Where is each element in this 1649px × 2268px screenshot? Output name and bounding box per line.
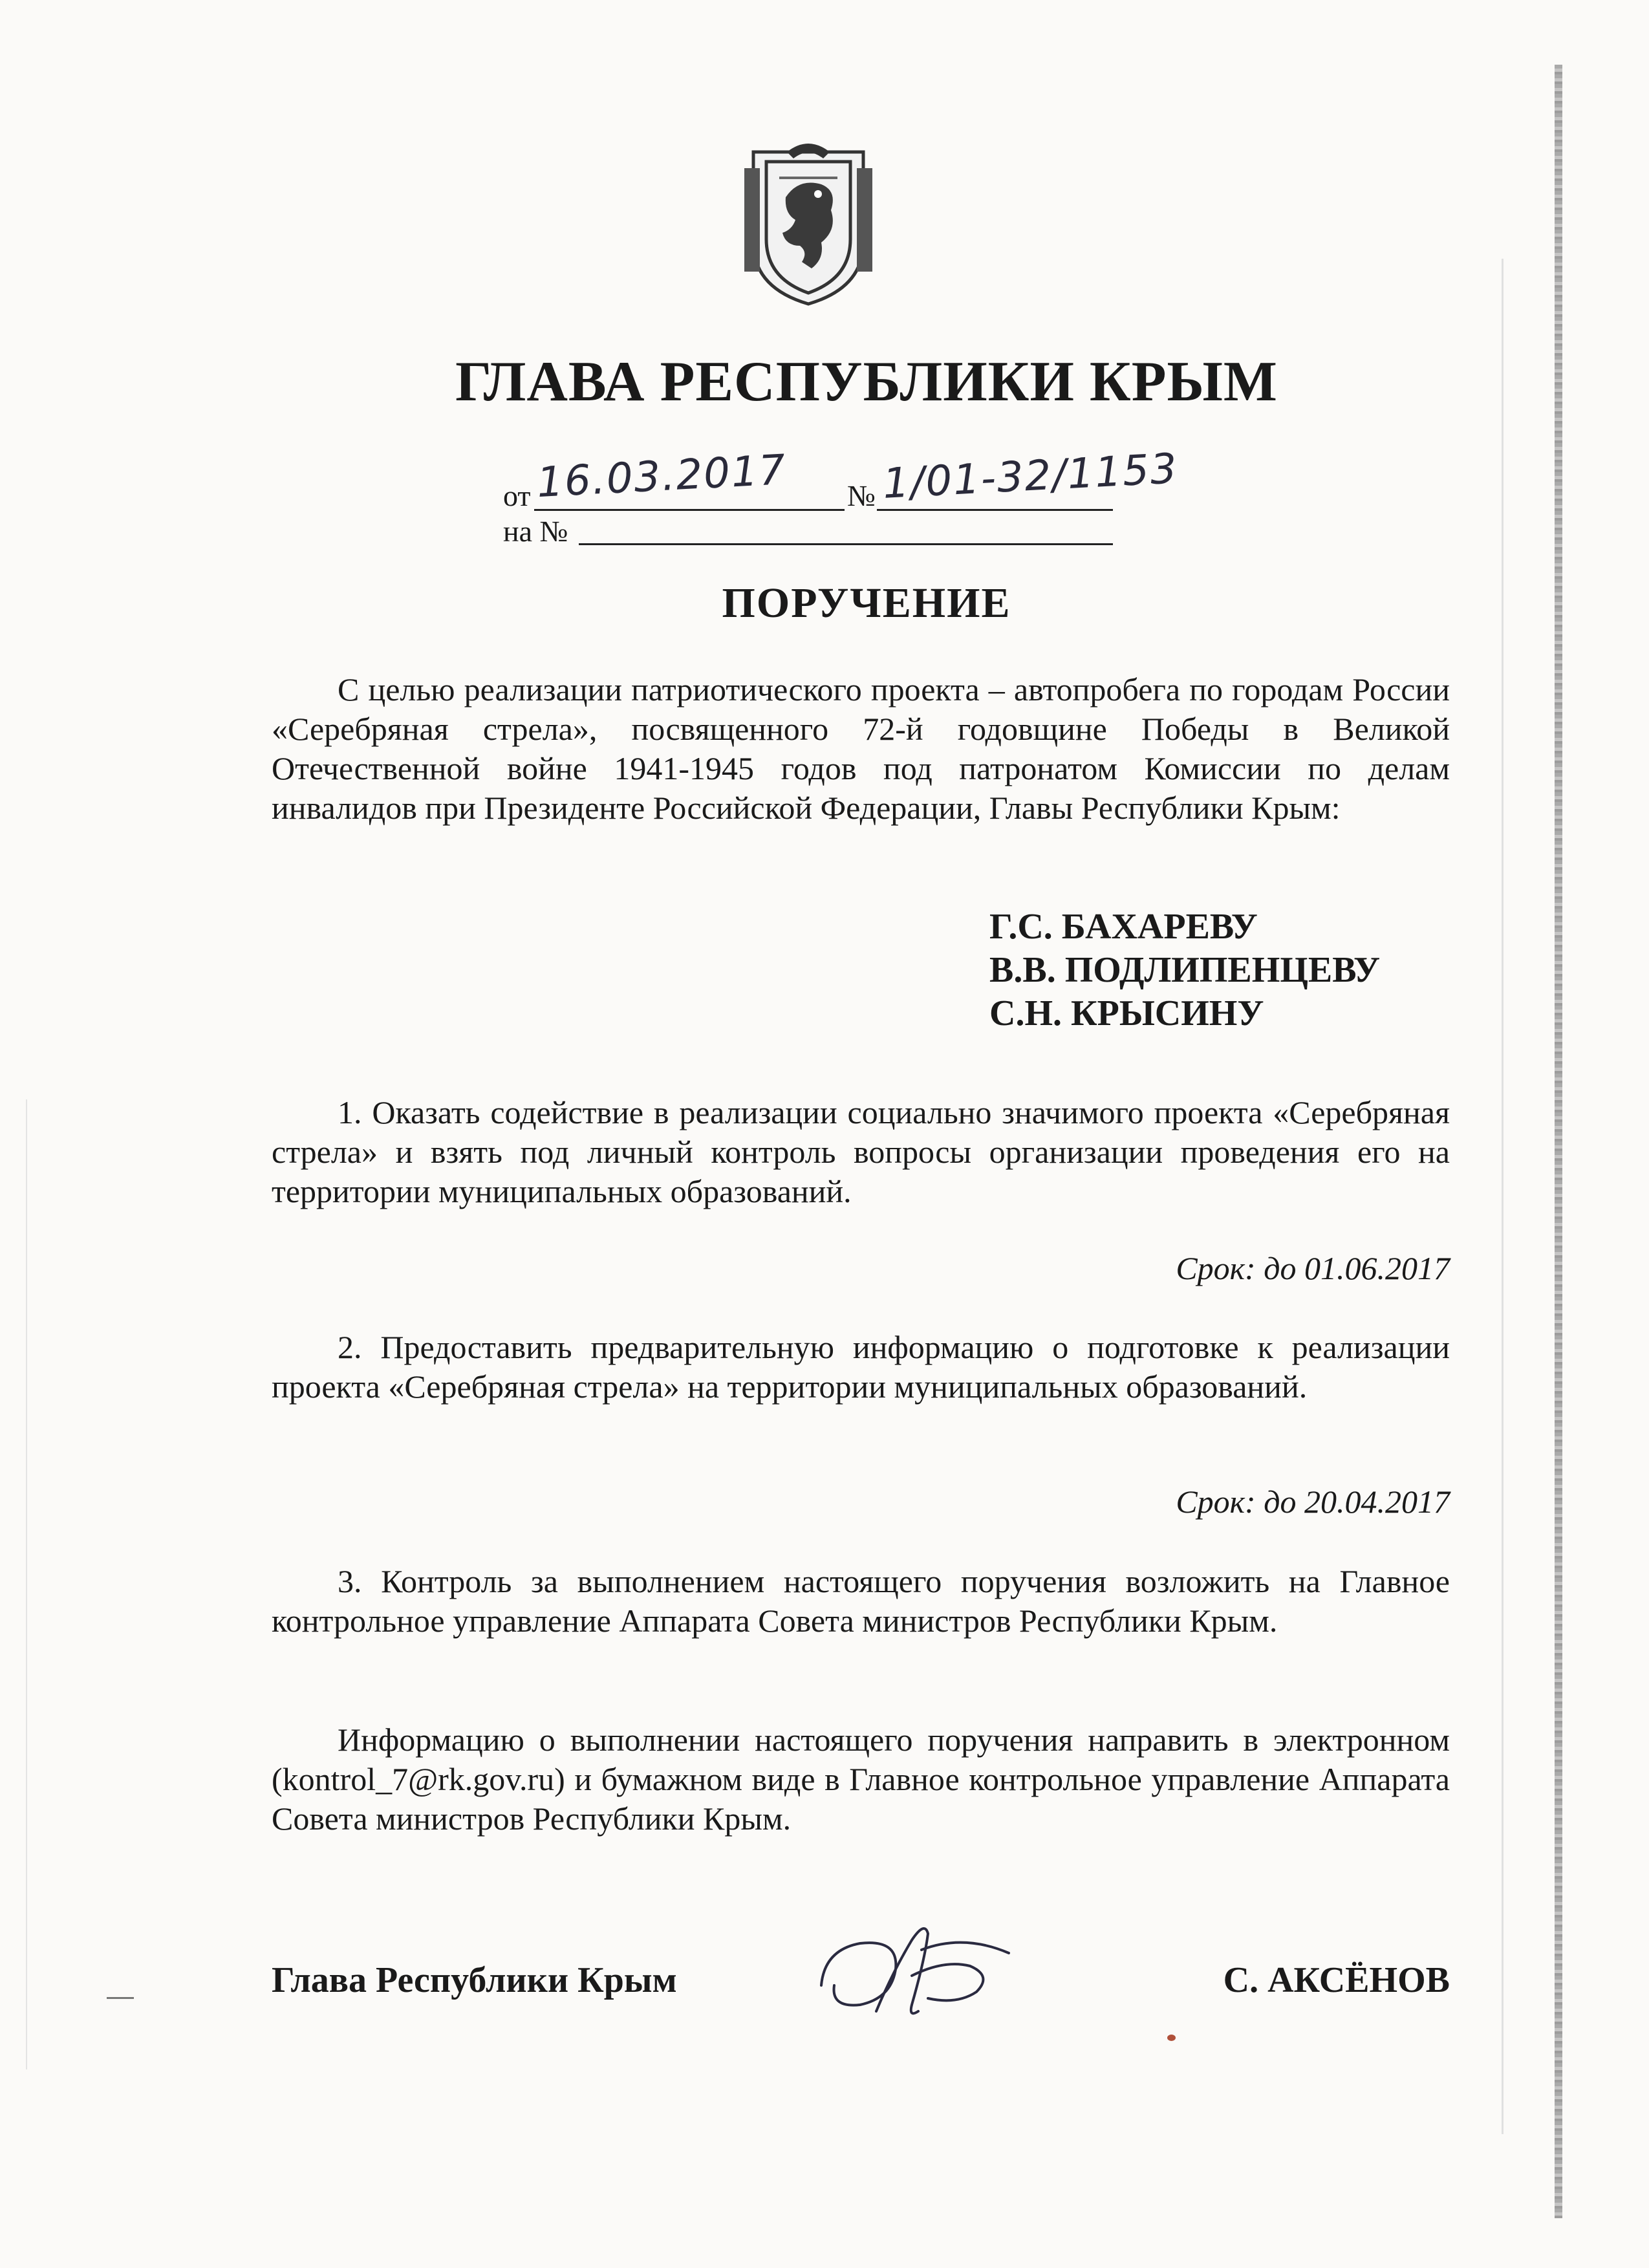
handwritten-signature [815, 1914, 1022, 2024]
date-underline [534, 509, 845, 511]
scan-shadow [1502, 259, 1503, 2134]
addressee: В.В. ПОДЛИПЕНЦЕВУ [989, 950, 1381, 990]
item-1-paragraph: 1. Оказать содействие в реализации социально значимого проекта «Серебряная стрела» и взять под личный контроль вопросы организации проведения его на территории муниципальных образований. [272, 1094, 1450, 1209]
number-underline [877, 509, 1113, 511]
signatory-position: Глава Республики Крым [272, 1960, 677, 2000]
handwritten-date: 16.03.2017 [535, 446, 788, 508]
document-type: ПОРУЧЕНИЕ [722, 579, 1011, 627]
coat-of-arms-icon [740, 139, 876, 307]
item-2-deadline: Срок: до 20.04.2017 [1176, 1484, 1450, 1520]
reply-underline [579, 543, 1113, 545]
number-prefix: № [847, 479, 876, 512]
item-2-paragraph: 2. Предоставить предварительную информацию о подготовке к реализации проекта «Серебряная стрела» на территории муниципальных образований. [272, 1329, 1450, 1405]
margin-dash [107, 1997, 134, 1999]
item-3-paragraph: 3. Контроль за выполнением настоящего поручения возложить на Главное контрольное управление Аппарата Совета министров Республики Крым. [272, 1563, 1450, 1639]
organization-title: ГЛАВА РЕСПУБЛИКИ КРЫМ [455, 351, 1278, 413]
addressee: С.Н. КРЫСИНУ [989, 993, 1264, 1033]
item-1-deadline: Срок: до 01.06.2017 [1176, 1250, 1450, 1286]
closing-paragraph: Информацию о выполнении настоящего поручения направить в электронном (kontrol_7@rk.gov.ru) и бумажном виде в Главное контрольное управление Аппарата Совета министров Республики Крым. [272, 1722, 1450, 1837]
reply-prefix: на № [503, 515, 568, 548]
addressee-list [989, 905, 1380, 1035]
ink-speck [1167, 2035, 1176, 2041]
addressee: Г.С. БАХАРЕВУ [989, 907, 1258, 947]
preamble-paragraph: С целью реализации патриотического проекта – автопробега по городам России «Серебряная стрела», посвященного 72-й годовщине Победы в Великой Отечественной войне 1941-1945 годов под патронатом Комиссии по делам инвалидов при Президенте Российской Федерации, Главы Республики Крым: [272, 671, 1450, 826]
signatory-name: С. АКСЁНОВ [1223, 1960, 1450, 2000]
date-prefix: от [503, 479, 531, 512]
scan-margin-line [26, 1099, 27, 2069]
handwritten-number: 1/01-32/1153 [881, 445, 1180, 508]
